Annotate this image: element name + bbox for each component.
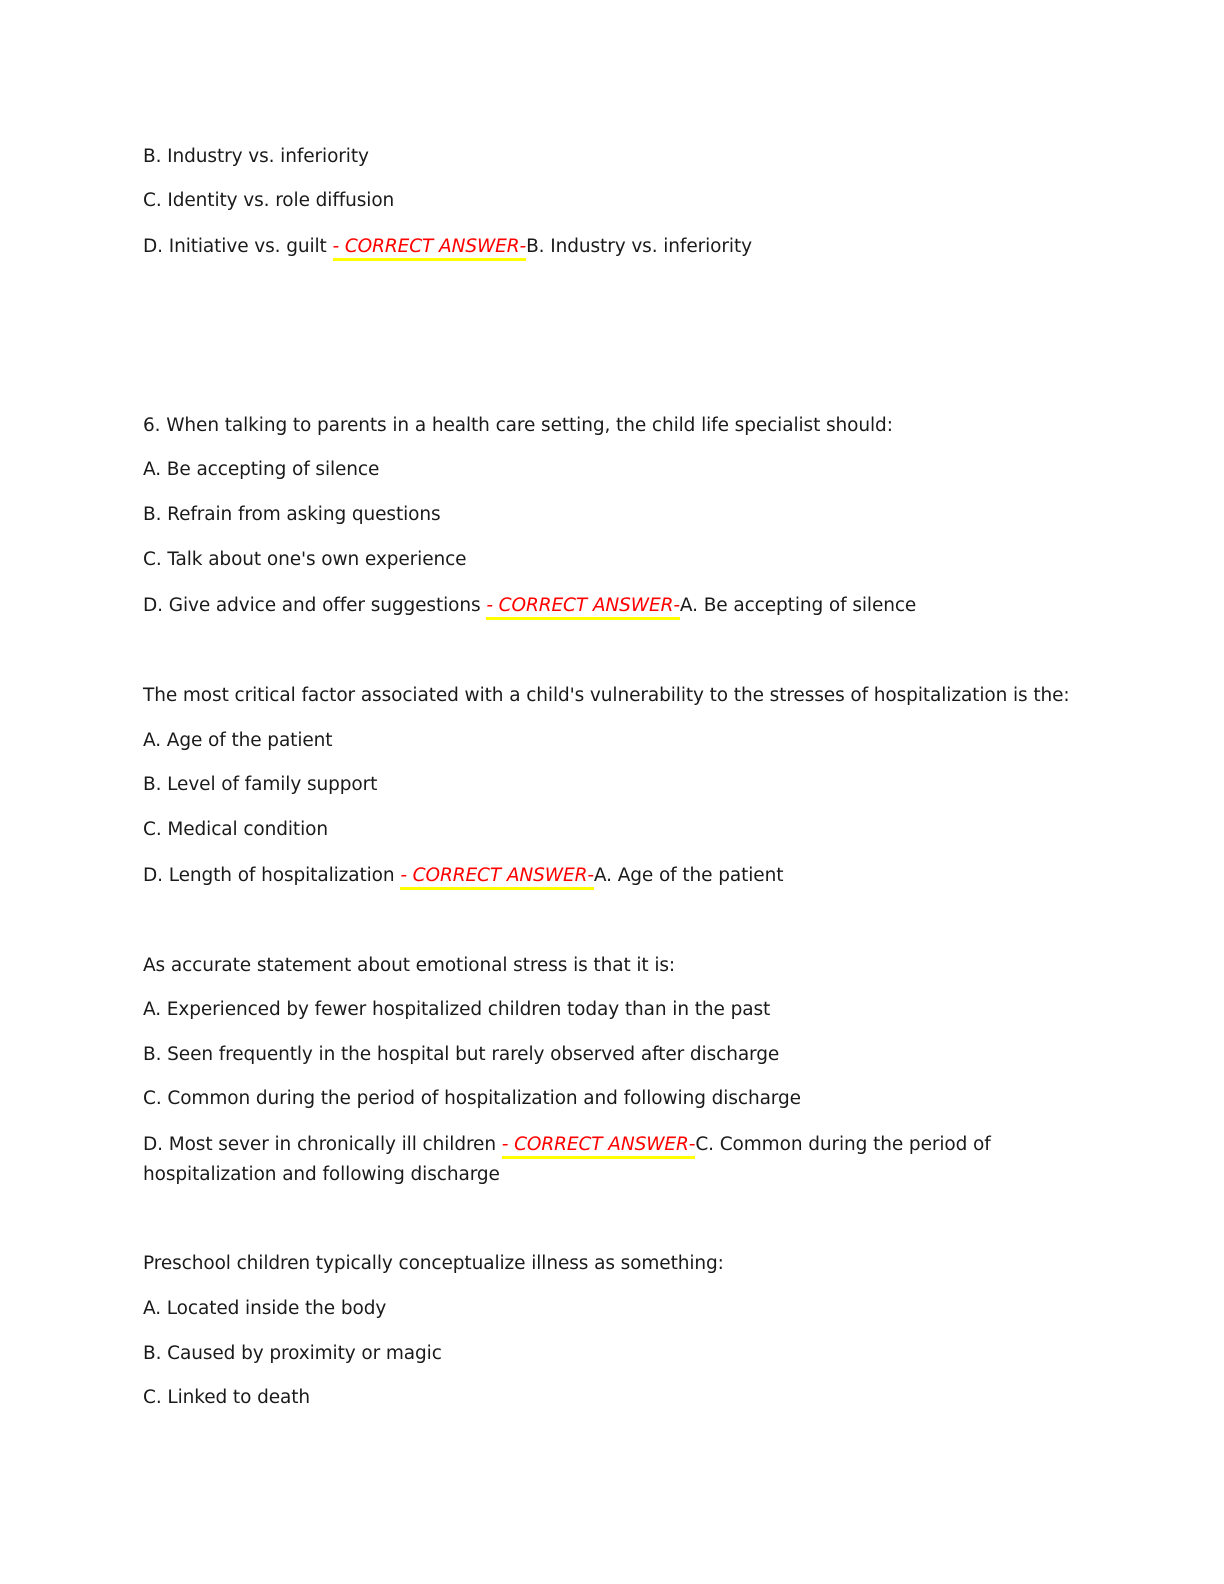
option-line: C. Identity vs. role diffusion	[143, 190, 395, 211]
answer-line: D. Initiative vs. guilt - CORRECT ANSWER-B. Industry vs. inferiority	[143, 235, 752, 259]
option-line: C. Talk about one's own experience	[143, 549, 467, 570]
option-line: B. Industry vs. inferiority	[143, 146, 369, 167]
option-line: C. Linked to death	[143, 1387, 311, 1408]
correct-answer-marker: - CORRECT ANSWER-	[486, 595, 680, 620]
correct-answer: A. Be accepting of silence	[679, 595, 917, 616]
answer-line: D. Give advice and offer suggestions - CORRECT ANSWER-A. Be accepting of silence	[143, 594, 916, 618]
correct-answer-marker: - CORRECT ANSWER-	[502, 1134, 696, 1159]
correct-answer: C. Common during the period of	[695, 1134, 991, 1155]
option-line: B. Caused by proximity or magic	[143, 1343, 442, 1364]
question-line: 6. When talking to parents in a health care setting, the child life specialist should:	[143, 415, 893, 436]
answer-line: D. Most sever in chronically ill children - CORRECT ANSWER-C. Common during the period of	[143, 1133, 991, 1157]
option-line: B. Refrain from asking questions	[143, 504, 441, 525]
option-line: A. Experienced by fewer hospitalized children today than in the past	[143, 999, 771, 1020]
option-line: C. Medical condition	[143, 819, 328, 840]
correct-answer-marker: - CORRECT ANSWER-	[400, 865, 594, 890]
question-line: As accurate statement about emotional stress is that it is:	[143, 955, 676, 976]
option-line: A. Located inside the body	[143, 1298, 387, 1319]
question-line: Preschool children typically conceptualize illness as something:	[143, 1253, 724, 1274]
option-line: B. Level of family support	[143, 774, 378, 795]
correct-answer-marker: - CORRECT ANSWER-	[333, 236, 527, 261]
option-line: A. Age of the patient	[143, 730, 333, 751]
option-line: B. Seen frequently in the hospital but rarely observed after discharge	[143, 1044, 780, 1065]
answer-continuation: hospitalization and following discharge	[143, 1164, 500, 1185]
option-line: A. Be accepting of silence	[143, 459, 380, 480]
question-line: The most critical factor associated with a child's vulnerability to the stresses of hospitalization is the:	[143, 685, 1070, 706]
answer-line: D. Length of hospitalization - CORRECT ANSWER-A. Age of the patient	[143, 864, 783, 888]
correct-answer: A. Age of the patient	[593, 865, 784, 886]
correct-answer: B. Industry vs. inferiority	[526, 236, 752, 257]
option-line: C. Common during the period of hospitalization and following discharge	[143, 1088, 801, 1109]
